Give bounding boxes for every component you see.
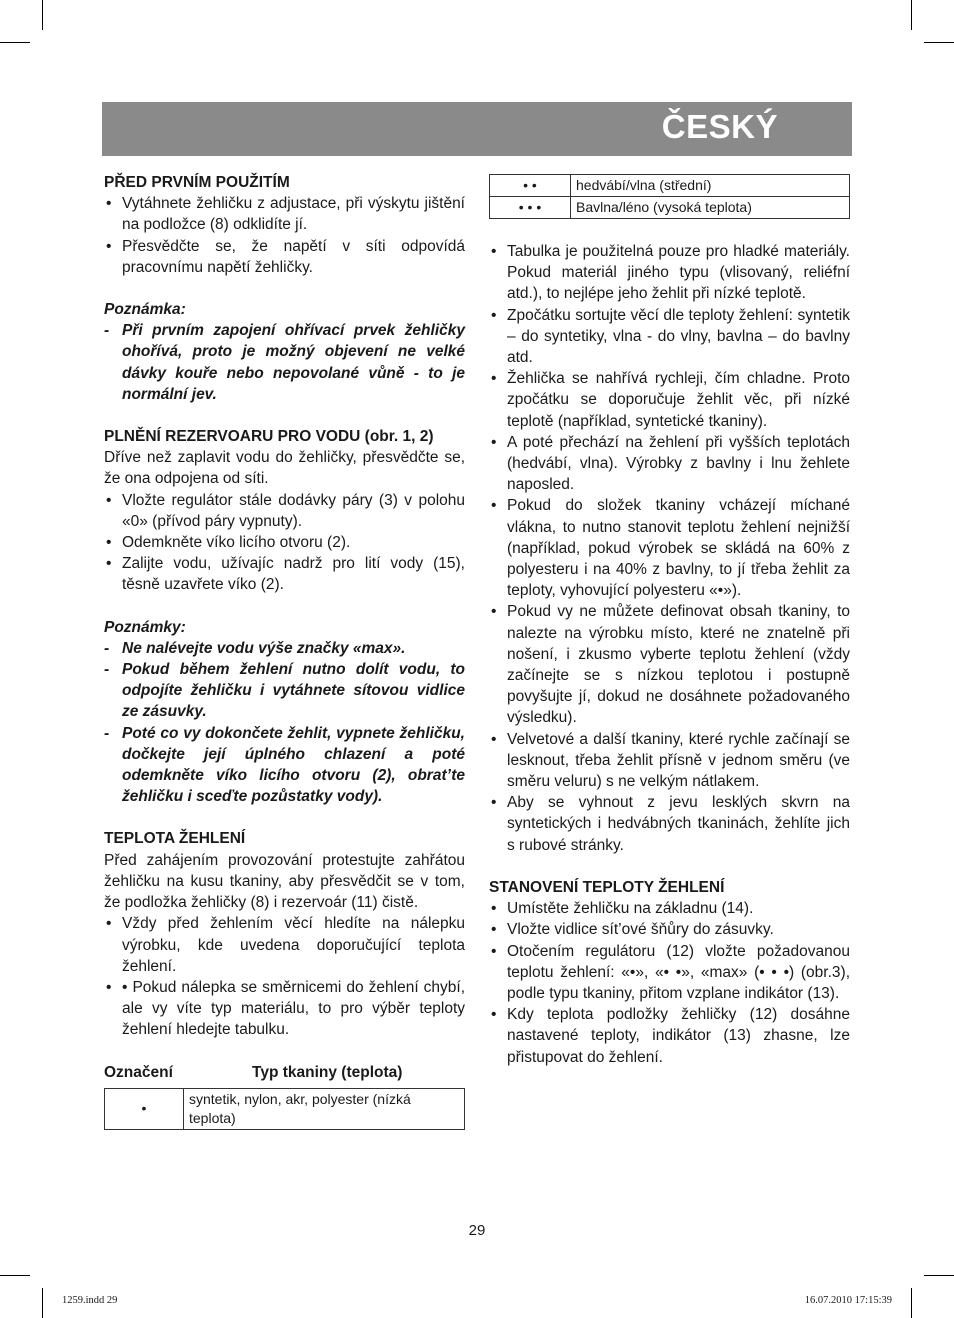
list-item: • • Pokud nálepka se směrnicemi do žehlení chybí, ale vy víte typ materiálu, to pro výběr teploty žehlení hledejte tabulku. — [104, 977, 465, 1041]
crop-mark — [0, 1275, 30, 1276]
table-cell-fabric: syntetik, nylon, akr, polyester (nízká teplota) — [184, 1088, 465, 1129]
before-first-use-list — [104, 193, 465, 278]
table-header-fabric: Typ tkaniny (teplota) — [252, 1063, 403, 1081]
crop-mark — [911, 1288, 912, 1318]
table-cell-symbol: • — [105, 1088, 184, 1129]
filling-reservoir-list — [104, 490, 465, 596]
crop-mark — [42, 0, 43, 30]
crop-mark — [0, 42, 30, 43]
list-item: • A poté přechází na žehlení při vyšších teplotách (hedvábí, vlna). Výrobky z bavlny i lnu žehlete naposled. — [489, 432, 850, 496]
list-item: • Kdy teplota podložky žehličky (12) dosáhne nastavené teploty, indikátor (13) zhasne, lze přistupovat do žehlení. — [489, 1004, 850, 1068]
list-item: • Pokud do složek tkaniny vcházejí míchané vlákna, to nutno stanovit teplotu žehlení nejnižší (například, pokud výrobek se skládá na 60% z polyesteru i na 40% z bavlny, to jí třeba žehlit za teploty, vyhovující polyesteru «•»). — [489, 495, 850, 601]
list-item: • Aby se vyhnout z jevu lesklých skvrn na syntetických i hedvábných tkaninách, žehlíte jich s rubové stránky. — [489, 792, 850, 856]
table-cell-fabric: Bavlna/léno (vysoká teplota) — [571, 197, 850, 219]
ironing-tips-list — [489, 241, 850, 856]
list-item: • Přesvědčte se, že napětí v síti odpovídá pracovnímu napětí žehličky. — [104, 236, 465, 278]
table-row — [490, 197, 850, 219]
notes-list — [104, 638, 465, 808]
list-item: • Zalijte vodu, užívajíc nadrž pro lití vody (15), těsně uzavřete víko (2). — [104, 553, 465, 595]
page-number: 29 — [468, 1222, 486, 1239]
section-title-setting-temperature: STANOVENÍ TEPLOTY ŽEHLENÍ — [489, 878, 725, 896]
crop-mark — [42, 1288, 43, 1318]
list-item: • Odemkněte víko licího otvoru (2). — [104, 532, 465, 553]
list-item: • Vložte vidlice sít’ové šňůry do zásuvky. — [489, 919, 850, 940]
section-title-before-first-use: PŘED PRVNÍM POUŽITÍM — [104, 174, 290, 191]
list-item: • Pokud vy ne můžete definovat obsah tkaniny, to nalezte na výrobku místo, které ne znatelně při nošení, i zkusmo vyberte teplotu žehlení (vždy začínejte se s nízkou teplotou i postupně povyšujte jí, dokud ne dosáhnete požadovaného výsledku). — [489, 601, 850, 728]
note-title: Poznámka: — [104, 301, 186, 319]
list-item: • Tabulka je použitelná pouze pro hladké materiály. Pokud materiál jiného typu (vlisovaný, reliéfní atd.), to nejlépe jeho žehlit při nízké teplotě. — [489, 241, 850, 305]
ironing-temperature-list — [104, 913, 465, 1040]
section-title-filling-reservoir: PLNĚNÍ REZERVOARU PRO VODU (obr. 1, 2) — [104, 428, 434, 446]
table-cell-fabric: hedvábí/vlna (střední) — [571, 175, 850, 197]
list-item: • Vytáhnete žehličku z adjustace, při výskytu jištění na podložce (8) odklidíte jí. — [104, 193, 465, 235]
list-item: • Velvetové a další tkaniny, které rychle začínají se lesknout, třeba žehlit přísně v jednom směru (ve směru veluru) s ne velkým nátlakem. — [489, 729, 850, 793]
section-title-ironing-temperature: TEPLOTA ŽEHLENÍ — [104, 830, 246, 848]
table-row — [490, 175, 850, 197]
table-cell-symbol: • • — [490, 175, 571, 197]
list-item: • Žehlička se nahřívá rychleji, čím chladne. Proto zpočátku se doporučuje žehlit věc, při nízké teplotě (například, syntetické tkaniny). — [489, 368, 850, 432]
note-item: - Ne nalévejte vodu výše značky «max». — [104, 638, 465, 659]
language-header-bar — [102, 102, 852, 156]
table-header — [104, 1062, 465, 1083]
table-cell-symbol: • • • — [490, 197, 571, 219]
table-header-symbol: Označení — [104, 1063, 173, 1081]
list-item: • Umístěte žehličku na základnu (14). — [489, 898, 850, 919]
right-column — [489, 174, 850, 1068]
crop-mark — [924, 42, 954, 43]
note-item: - Při prvním zapojení ohřívací prvek žehličky ohořívá, proto je možný objevení ne velké dávky kouře nebo nepovolané vůně - to je normální jev. — [104, 320, 465, 405]
left-column — [104, 172, 465, 1130]
language-title: ČESKÝ — [661, 108, 778, 145]
crop-mark — [924, 1275, 954, 1276]
temperature-table-part1 — [104, 1088, 465, 1130]
list-item: • Zpočátku sortujte věcí dle teploty žehlení: syntetik – do syntetiky, vlna - do vlny, bavlna – do bavlny atd. — [489, 305, 850, 369]
setting-temperature-list — [489, 898, 850, 1068]
paragraph: Dříve než zaplavit vodu do žehličky, přesvědčte se, že ona odpojena od síti. — [104, 449, 465, 488]
note-list — [104, 320, 465, 405]
temperature-table-part2 — [489, 174, 850, 219]
list-item: • Vložte regulátor stále dodávky páry (3) v polohu «0» (přívod páry vypnuty). — [104, 490, 465, 532]
list-item: • Vždy před žehlením věcí hledíte na nálepku výrobku, kde uvedena doporučující teplota žehlení. — [104, 913, 465, 977]
footer-timestamp: 16.07.2010 17:15:39 — [804, 1295, 892, 1306]
table-row — [105, 1088, 465, 1129]
crop-mark — [911, 0, 912, 30]
paragraph: Před zahájením provozování protestujte zahřátou žehličku na kusu tkaniny, aby přesvědčit se v tom, že podložka žehličky (8) i rezervoár (11) čistě. — [104, 851, 465, 912]
note-item: - Poté co vy dokončete žehlit, vypnete žehličku, dočkejte její úplného chlazení a poté odemkněte víko licího otvoru (2), obrat’te žehličku i sceďte pozůstatky vody). — [104, 723, 465, 808]
footer-file-info: 1259.indd 29 — [62, 1295, 118, 1306]
notes-title: Poznámky: — [104, 618, 186, 636]
note-item: - Pokud během žehlení nutno dolít vodu, to odpojíte žehličku i vytáhnete sítovou vidlice ze zásuvky. — [104, 659, 465, 723]
list-item: • Otočením regulátoru (12) vložte požadovanou teplotu žehlení: «•», «• •», «max» (• • •) (obr.3), podle typu tkaniny, přitom vzplane indikátor (13). — [489, 941, 850, 1005]
